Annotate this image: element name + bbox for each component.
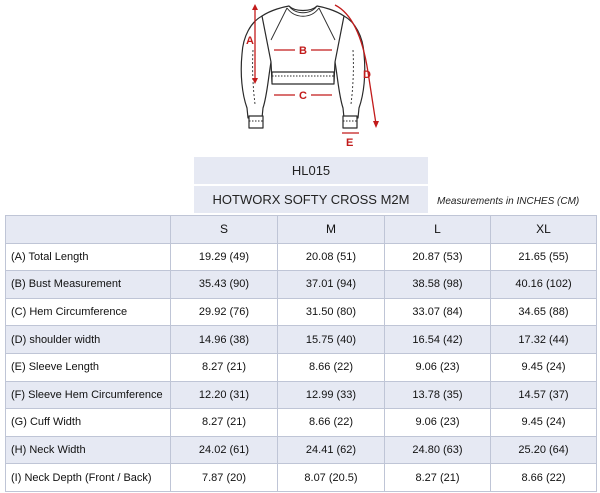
table-row bbox=[6, 436, 597, 464]
row-label: (H) Neck Width bbox=[6, 436, 171, 464]
dimension-label-e: E bbox=[346, 137, 354, 149]
table-cell: 8.07 (20.5) bbox=[278, 464, 385, 492]
table-cell: 20.87 (53) bbox=[385, 243, 491, 271]
row-label: (B) Bust Measurement bbox=[6, 271, 171, 299]
table-cell: 8.66 (22) bbox=[278, 353, 385, 381]
table-cell: 35.43 (90) bbox=[171, 271, 278, 299]
table-cell: 24.80 (63) bbox=[385, 436, 491, 464]
product-code: HL015 bbox=[194, 157, 428, 184]
row-label: (I) Neck Depth (Front / Back) bbox=[6, 464, 171, 492]
table-cell: 14.57 (37) bbox=[491, 381, 597, 409]
table-row bbox=[6, 381, 597, 409]
table-cell: 17.32 (44) bbox=[491, 326, 597, 354]
table-cell: 9.45 (24) bbox=[491, 353, 597, 381]
table-cell: 8.66 (22) bbox=[491, 464, 597, 492]
size-header: M bbox=[278, 216, 385, 244]
table-cell: 12.99 (33) bbox=[278, 381, 385, 409]
table-cell: 14.96 (38) bbox=[171, 326, 278, 354]
table-cell: 37.01 (94) bbox=[278, 271, 385, 299]
table-cell: 29.92 (76) bbox=[171, 298, 278, 326]
row-label: (E) Sleeve Length bbox=[6, 353, 171, 381]
row-label: (D) shoulder width bbox=[6, 326, 171, 354]
table-row bbox=[6, 326, 597, 354]
dimension-label-b: B bbox=[299, 45, 307, 57]
table-cell: 8.27 (21) bbox=[171, 353, 278, 381]
table-cell: 8.27 (21) bbox=[171, 409, 278, 437]
size-header: XL bbox=[491, 216, 597, 244]
table-row bbox=[6, 464, 597, 492]
table-cell: 8.66 (22) bbox=[278, 409, 385, 437]
garment-diagram bbox=[225, 0, 385, 152]
row-label: (G) Cuff Width bbox=[6, 409, 171, 437]
table-cell: 8.27 (21) bbox=[385, 464, 491, 492]
table-cell: 31.50 (80) bbox=[278, 298, 385, 326]
table-cell: 9.06 (23) bbox=[385, 353, 491, 381]
table-cell: 9.06 (23) bbox=[385, 409, 491, 437]
table-row bbox=[6, 409, 597, 437]
table-cell: 9.45 (24) bbox=[491, 409, 597, 437]
units-note: Measurements in INCHES (CM) bbox=[437, 196, 580, 207]
dimension-label-d: D bbox=[363, 69, 371, 81]
table-cell: 24.41 (62) bbox=[278, 436, 385, 464]
dimension-label-c: C bbox=[299, 90, 307, 102]
table-cell: 15.75 (40) bbox=[278, 326, 385, 354]
table-cell: 34.65 (88) bbox=[491, 298, 597, 326]
table-cell: 20.08 (51) bbox=[278, 243, 385, 271]
table-cell: 24.02 (61) bbox=[171, 436, 278, 464]
table-row bbox=[6, 353, 597, 381]
size-header: S bbox=[171, 216, 278, 244]
table-cell: 33.07 (84) bbox=[385, 298, 491, 326]
table-cell: 19.29 (49) bbox=[171, 243, 278, 271]
row-label: (A) Total Length bbox=[6, 243, 171, 271]
dimension-label-a: A bbox=[246, 35, 254, 47]
header-row bbox=[6, 216, 597, 244]
table-cell: 12.20 (31) bbox=[171, 381, 278, 409]
table-cell: 38.58 (98) bbox=[385, 271, 491, 299]
row-label: (F) Sleeve Hem Circumference bbox=[6, 381, 171, 409]
table-row bbox=[6, 243, 597, 271]
size-chart-table bbox=[5, 215, 597, 492]
table-cell: 40.16 (102) bbox=[491, 271, 597, 299]
product-name: HOTWORX SOFTY CROSS M2M bbox=[194, 186, 428, 213]
header-blank bbox=[6, 216, 171, 244]
table-cell: 16.54 (42) bbox=[385, 326, 491, 354]
size-header: L bbox=[385, 216, 491, 244]
table-cell: 21.65 (55) bbox=[491, 243, 597, 271]
table-cell: 13.78 (35) bbox=[385, 381, 491, 409]
table-cell: 7.87 (20) bbox=[171, 464, 278, 492]
row-label: (C) Hem Circumference bbox=[6, 298, 171, 326]
table-row bbox=[6, 298, 597, 326]
table-cell: 25.20 (64) bbox=[491, 436, 597, 464]
table-row bbox=[6, 271, 597, 299]
